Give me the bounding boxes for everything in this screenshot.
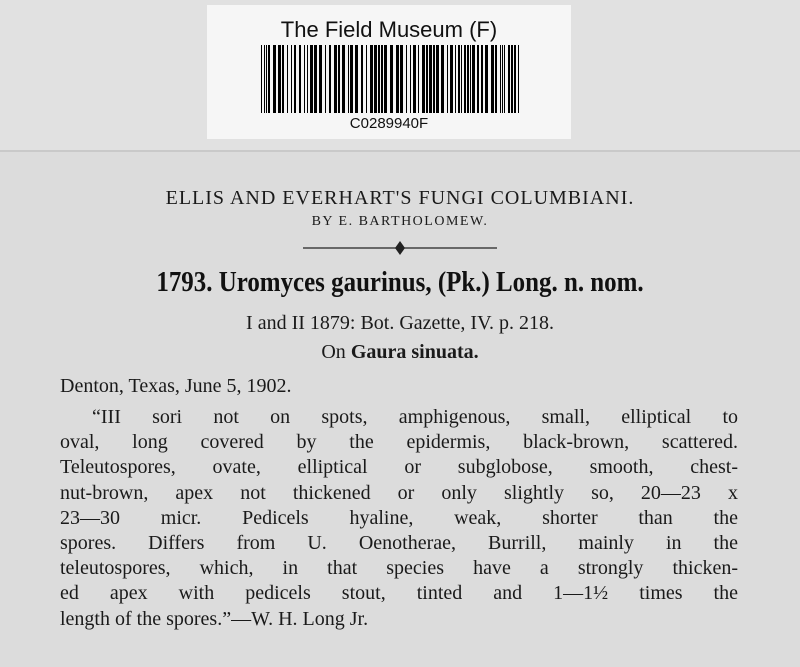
barcode-bar [518, 45, 519, 113]
catalog-number: C0289940F [349, 115, 429, 132]
species-heading: 1793. Uromyces gaurinus, (Pk.) Long. n. nom. [156, 266, 644, 298]
barcode-bar [477, 45, 479, 113]
barcode-bar [374, 45, 377, 113]
barcode-bar [264, 45, 265, 113]
barcode-bar [287, 45, 288, 113]
barcode-bar [500, 45, 501, 113]
barcode-bar [491, 45, 494, 113]
barcode-bar [310, 45, 313, 113]
barcode-bar [426, 45, 428, 113]
institution-name: The Field Museum (F) [280, 17, 498, 42]
barcode-bar [429, 45, 432, 113]
barcode-bar [348, 45, 349, 113]
barcode-bar [418, 45, 419, 113]
barcode-bar [467, 45, 469, 113]
description-line: Teleutospores, ovate, elliptical or subglobose, smooth, chest- [60, 456, 738, 479]
barcode-bar [304, 45, 305, 113]
barcode-bar [329, 45, 331, 113]
barcode-bar [350, 45, 353, 113]
barcode-label [207, 5, 571, 139]
barcode-bar [410, 45, 411, 113]
barcode-bar [384, 45, 387, 113]
description-line: ed apex with pedicels stout, tinted and 1—1½ times the [60, 582, 738, 605]
barcode-bar [472, 45, 475, 113]
barcode-bar [450, 45, 453, 113]
description-line: oval, long covered by the epidermis, black-brown, scattered. [60, 431, 738, 454]
barcode-bar [361, 45, 363, 113]
barcode-bar [447, 45, 448, 113]
barcode-bar [342, 45, 345, 113]
host-name: Gaura sinuata. [350, 341, 479, 363]
barcode-bar [458, 45, 460, 113]
barcode-bar [422, 45, 425, 113]
barcode-bar [485, 45, 488, 113]
barcode-bar [381, 45, 383, 113]
barcode-bar [413, 45, 416, 113]
barcode-bar [355, 45, 358, 113]
barcode-bar [433, 45, 435, 113]
barcode-bar [314, 45, 317, 113]
host-prefix: On [321, 341, 346, 363]
barcode-bar [366, 45, 367, 113]
barcode [261, 45, 519, 113]
description-line: spores. Differs from U. Oenotherae, Burrill, mainly in the [60, 532, 738, 555]
barcode-bar [502, 45, 503, 113]
barcode-bar [464, 45, 466, 113]
barcode-bar [278, 45, 281, 113]
barcode-bar [294, 45, 296, 113]
series-byline: BY E. BARTHOLOMEW. [311, 214, 489, 229]
barcode-bar [511, 45, 513, 113]
barcode-bar [504, 45, 505, 113]
series-title: ELLIS AND EVERHART'S FUNGI COLUMBIANI. [165, 187, 635, 209]
barcode-bar [325, 45, 326, 113]
barcode-bar [396, 45, 399, 113]
species-description [60, 405, 738, 632]
barcode-bar [338, 45, 340, 113]
barcode-bar [390, 45, 393, 113]
barcode-bar [370, 45, 373, 113]
barcode-bar [481, 45, 483, 113]
barcode-bar [514, 45, 516, 113]
barcode-bar [495, 45, 497, 113]
barcode-bar [378, 45, 380, 113]
barcode-bar [400, 45, 403, 113]
barcode-bar [273, 45, 276, 113]
description-line: teleutospores, which, in that species have a strongly thicken- [60, 557, 738, 580]
barcode-bar [261, 45, 262, 113]
barcode-bar [307, 45, 308, 113]
barcode-bar [436, 45, 439, 113]
barcode-bar [470, 45, 471, 113]
barcode-bar [455, 45, 456, 113]
barcode-bar [268, 45, 270, 113]
locality-date: Denton, Texas, June 5, 1902. [60, 375, 292, 397]
citation: I and II 1879: Bot. Gazette, IV. p. 218. [246, 312, 554, 334]
barcode-bar [461, 45, 462, 113]
ornament-divider [303, 240, 497, 256]
description-line: 23—30 micr. Pedicels hyaline, weak, shorter than the [60, 506, 738, 529]
barcode-bar [282, 45, 284, 113]
description-line: “III sori not on spots, amphigenous, small, elliptical to [92, 406, 738, 428]
barcode-bar [441, 45, 444, 113]
barcode-bar [299, 45, 301, 113]
barcode-bar [319, 45, 322, 113]
barcode-bar [266, 45, 267, 113]
barcode-bar [406, 45, 407, 113]
host-line [0, 341, 800, 364]
barcode-bar [334, 45, 337, 113]
description-line: length of the spores.”—W. H. Long Jr. [60, 607, 369, 630]
barcode-bar [508, 45, 510, 113]
description-line: nut-brown, apex not thickened or only slightly so, 20—23 x [60, 481, 738, 504]
barcode-bar [291, 45, 292, 113]
